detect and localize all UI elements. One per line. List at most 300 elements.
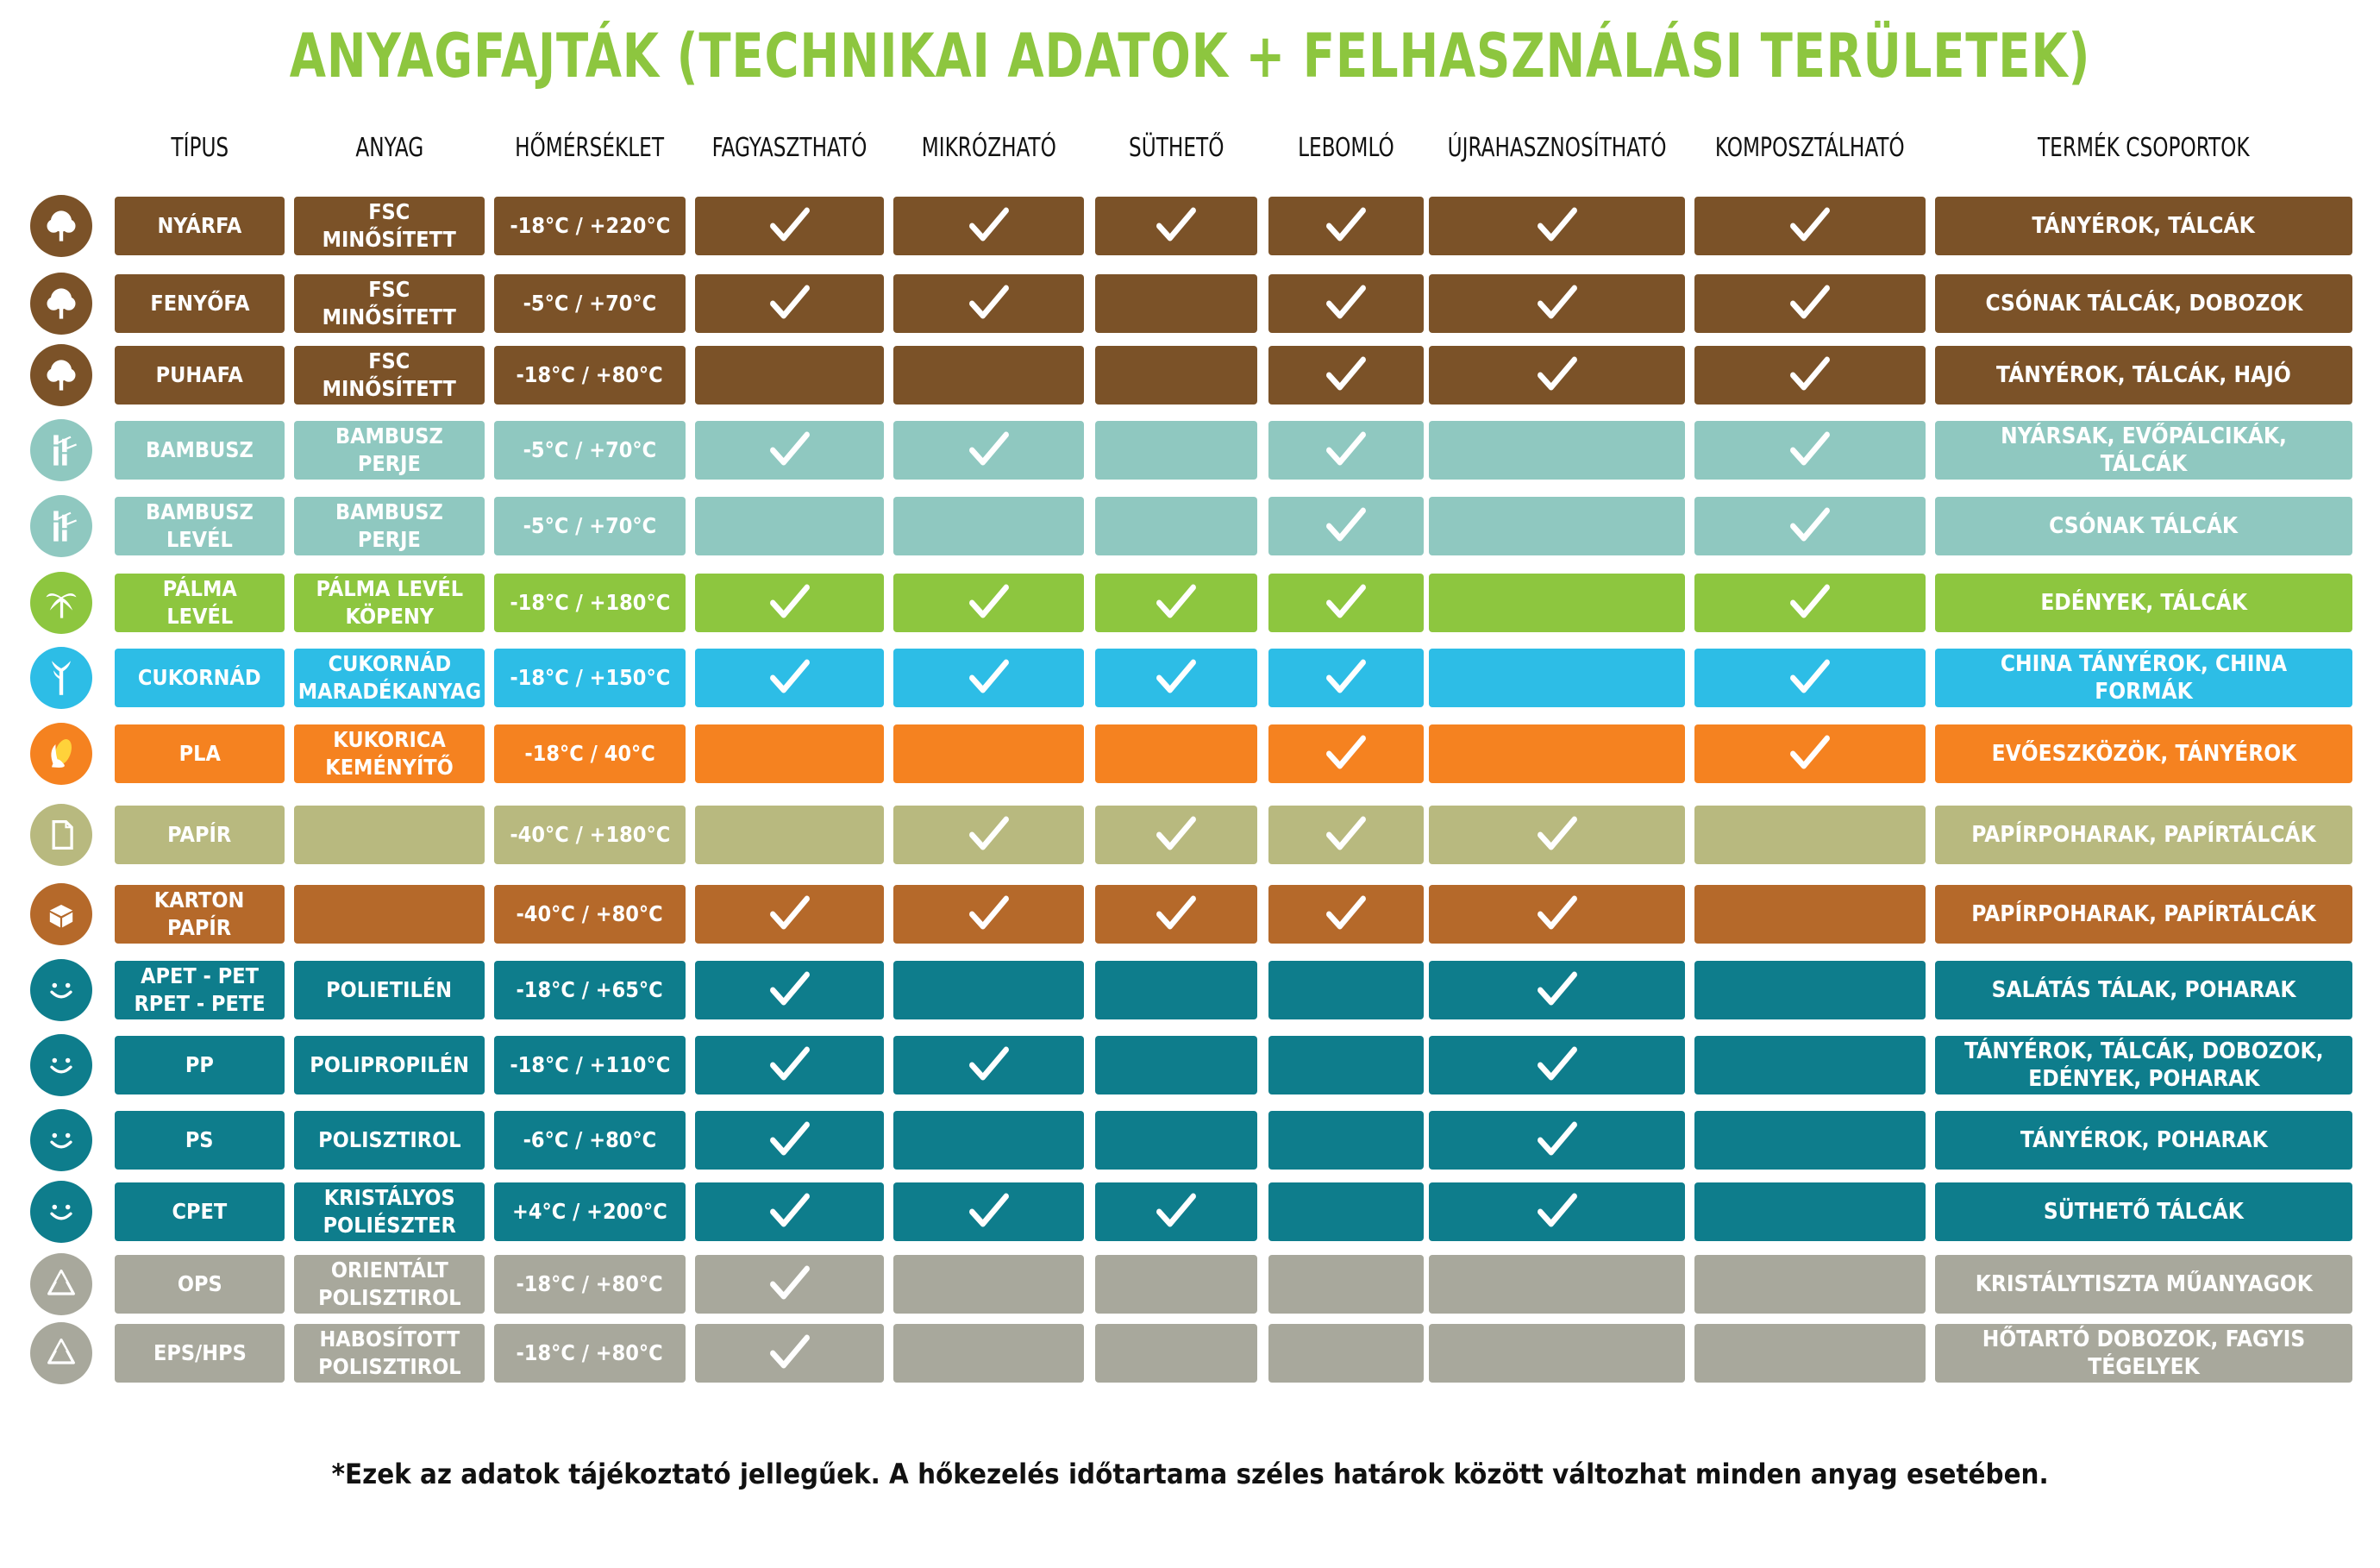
- cell-anyag-text: FSC MINŐSÍTETT: [322, 277, 457, 329]
- cell-homerseklet: [494, 197, 686, 255]
- cell-anyag-text: POLISZTIROL: [317, 1127, 461, 1152]
- cell-termek-csoportok-text: HŐTARTÓ DOBOZOK, FAGYIS TÉGELYEK: [1982, 1327, 2306, 1380]
- cell-termek-csoportok: [1935, 724, 2352, 783]
- cell-mikrozhato: [893, 574, 1084, 632]
- check-icon: [968, 1191, 1009, 1232]
- cell-tipus-text: EPS/HPS: [153, 1340, 247, 1365]
- cell-anyag: [294, 346, 485, 405]
- cell-mikrozhato: [893, 274, 1084, 333]
- cell-lebomlo: [1268, 497, 1424, 555]
- cell-komposztalhato: [1694, 274, 1926, 333]
- check-icon: [1790, 283, 1831, 324]
- table-row: [0, 885, 2380, 944]
- cell-homerseklet-text: -5°C / +70°C: [523, 437, 657, 462]
- cell-termek-csoportok-text: NYÁRSAK, EVŐPÁLCIKÁK, TÁLCÁK: [2001, 423, 2287, 477]
- cell-termek-csoportok-text: CSÓNAK TÁLCÁK, DOBOZOK: [1985, 291, 2302, 317]
- cell-komposztalhato: [1694, 1255, 1926, 1314]
- cell-tipus: [115, 497, 285, 555]
- table-row: [0, 961, 2380, 1019]
- cell-komposztalhato: [1694, 724, 1926, 783]
- cell-tipus: [115, 649, 285, 707]
- cell-lebomlo: [1268, 961, 1424, 1019]
- cell-fagyaszthato: [695, 1255, 884, 1314]
- cell-tipus: [115, 1036, 285, 1094]
- check-icon: [769, 894, 810, 935]
- check-icon: [1326, 814, 1367, 856]
- cell-mikrozhato: [893, 346, 1084, 405]
- cell-anyag: [294, 961, 485, 1019]
- check-icon: [769, 283, 810, 324]
- cell-termek-csoportok: [1935, 574, 2352, 632]
- cell-homerseklet: [494, 574, 686, 632]
- check-icon: [1156, 894, 1197, 935]
- cell-mikrozhato: [893, 1036, 1084, 1094]
- cell-lebomlo: [1268, 574, 1424, 632]
- cell-anyag: [294, 1255, 485, 1314]
- cell-tipus: [115, 574, 285, 632]
- cell-ujrahasznosithato: [1429, 346, 1685, 405]
- cell-komposztalhato: [1694, 497, 1926, 555]
- cell-komposztalhato: [1694, 806, 1926, 864]
- cell-tipus-text: PÁLMA LEVÉL: [162, 576, 237, 629]
- tree-icon: [30, 195, 92, 257]
- check-icon: [1326, 733, 1367, 775]
- cell-ujrahasznosithato: [1429, 649, 1685, 707]
- cell-termek-csoportok: [1935, 1111, 2352, 1170]
- tree-icon: [30, 273, 92, 335]
- cell-ujrahasznosithato: [1429, 1182, 1685, 1241]
- header-fagyaszthato: [695, 128, 884, 167]
- cell-tipus-text: BAMBUSZ: [146, 437, 254, 462]
- check-icon: [1326, 205, 1367, 247]
- cell-mikrozhato: [893, 1255, 1084, 1314]
- header-label: SÜTHETŐ: [1128, 132, 1224, 163]
- check-icon: [1156, 582, 1197, 624]
- cell-anyag-text: ORIENTÁLT POLISZTIROL: [317, 1258, 461, 1310]
- smile-icon: [30, 959, 92, 1021]
- cell-anyag-text: POLIPROPILÉN: [310, 1052, 469, 1077]
- cell-homerseklet: [494, 1324, 686, 1383]
- check-icon: [968, 430, 1009, 471]
- table-row: [0, 806, 2380, 864]
- cell-homerseklet-text: -18°C / +80°C: [516, 1271, 664, 1296]
- cell-komposztalhato: [1694, 649, 1926, 707]
- cell-homerseklet-text: -18°C / +80°C: [516, 362, 664, 387]
- check-icon: [1326, 894, 1367, 935]
- cell-anyag-text: HABOSÍTOTT POLISZTIROL: [317, 1327, 461, 1379]
- cell-homerseklet-text: -40°C / +180°C: [510, 822, 670, 847]
- corn-icon: [30, 723, 92, 785]
- cell-mikrozhato: [893, 1111, 1084, 1170]
- cell-ujrahasznosithato: [1429, 806, 1685, 864]
- cell-fagyaszthato: [695, 197, 884, 255]
- check-icon: [1790, 205, 1831, 247]
- cell-anyag-text: PÁLMA LEVÉL KÖPENY: [316, 576, 463, 629]
- cell-suttheto: [1095, 197, 1257, 255]
- header-label: FAGYASZTHATÓ: [711, 132, 867, 163]
- smile-icon: [30, 1034, 92, 1096]
- cell-termek-csoportok-text: SALÁTÁS TÁLAK, POHARAK: [1991, 977, 2296, 1003]
- check-icon: [769, 1264, 810, 1305]
- cell-termek-csoportok: [1935, 274, 2352, 333]
- cell-anyag: [294, 574, 485, 632]
- header-label: KOMPOSZTÁLHATÓ: [1715, 132, 1905, 163]
- check-icon: [1537, 205, 1577, 247]
- cell-homerseklet-text: -18°C / +65°C: [516, 977, 664, 1002]
- cell-termek-csoportok: [1935, 806, 2352, 864]
- cell-tipus-text: NYÁRFA: [157, 213, 242, 238]
- check-icon: [1326, 505, 1367, 547]
- check-icon: [968, 814, 1009, 856]
- cell-suttheto: [1095, 885, 1257, 944]
- cell-fagyaszthato: [695, 574, 884, 632]
- cell-ujrahasznosithato: [1429, 421, 1685, 480]
- cell-termek-csoportok: [1935, 197, 2352, 255]
- cell-suttheto: [1095, 806, 1257, 864]
- footnote-text: *Ezek az adatok tájékoztató jellegűek. A hőkezelés időtartama széles határok között változhat minden anyag esetében.: [331, 1458, 2049, 1490]
- header-label: TERMÉK CSOPORTOK: [2038, 132, 2250, 163]
- check-icon: [1537, 283, 1577, 324]
- cell-tipus: [115, 885, 285, 944]
- page-title: ANYAGFAJTÁK (TECHNIKAI ADATOK + FELHASZNÁLÁSI TERÜLETEK): [289, 21, 2091, 91]
- table-row: [0, 497, 2380, 555]
- cell-tipus: [115, 1324, 285, 1383]
- check-icon: [1537, 894, 1577, 935]
- cell-fagyaszthato: [695, 806, 884, 864]
- header-label: TÍPUS: [171, 132, 229, 163]
- cell-anyag-text: KUKORICA KEMÉNYÍTŐ: [325, 727, 454, 780]
- check-icon: [1326, 283, 1367, 324]
- check-icon: [1790, 582, 1831, 624]
- check-icon: [1537, 1120, 1577, 1161]
- check-icon: [968, 205, 1009, 247]
- cell-homerseklet: [494, 961, 686, 1019]
- cell-mikrozhato: [893, 724, 1084, 783]
- cell-komposztalhato: [1694, 1036, 1926, 1094]
- cell-homerseklet-text: -5°C / +70°C: [523, 291, 657, 316]
- cell-suttheto: [1095, 1036, 1257, 1094]
- cell-anyag-text: CUKORNÁD MARADÉKANYAG: [298, 651, 481, 704]
- header-suttheto: [1095, 128, 1257, 167]
- cell-mikrozhato: [893, 649, 1084, 707]
- header-termek-csoportok: [1935, 128, 2352, 167]
- cell-termek-csoportok-text: SÜTHETŐ TÁLCÁK: [2044, 1199, 2244, 1225]
- cell-suttheto: [1095, 1255, 1257, 1314]
- cell-ujrahasznosithato: [1429, 1255, 1685, 1314]
- cell-komposztalhato: [1694, 961, 1926, 1019]
- cell-suttheto: [1095, 346, 1257, 405]
- cell-tipus-text: OPS: [177, 1271, 222, 1296]
- check-icon: [1156, 657, 1197, 699]
- cell-anyag-text: POLIETILÉN: [326, 977, 453, 1002]
- cell-anyag: [294, 421, 485, 480]
- cell-tipus-text: PP: [185, 1052, 214, 1077]
- cell-anyag: [294, 1182, 485, 1241]
- cell-tipus: [115, 1111, 285, 1170]
- cell-anyag: [294, 806, 485, 864]
- cell-fagyaszthato: [695, 421, 884, 480]
- cell-tipus-text: BAMBUSZ LEVÉL: [146, 499, 254, 552]
- sugarcane-icon: [30, 647, 92, 709]
- cell-mikrozhato: [893, 1324, 1084, 1383]
- cell-mikrozhato: [893, 961, 1084, 1019]
- cell-termek-csoportok-text: KRISTÁLYTISZTA MŰANYAGOK: [1975, 1271, 2313, 1297]
- cell-termek-csoportok: [1935, 1036, 2352, 1094]
- cell-fagyaszthato: [695, 1111, 884, 1170]
- cell-anyag-text: FSC MINŐSÍTETT: [322, 348, 457, 401]
- cell-tipus: [115, 346, 285, 405]
- cell-tipus: [115, 806, 285, 864]
- header-label: LEBOMLÓ: [1298, 132, 1394, 163]
- cell-anyag: [294, 274, 485, 333]
- table-row: [0, 197, 2380, 255]
- check-icon: [1790, 505, 1831, 547]
- cell-homerseklet-text: -18°C / +80°C: [516, 1340, 664, 1365]
- table-row: [0, 1182, 2380, 1241]
- cell-ujrahasznosithato: [1429, 1036, 1685, 1094]
- check-icon: [769, 1333, 810, 1374]
- cell-fagyaszthato: [695, 497, 884, 555]
- header-tipus: [115, 128, 285, 167]
- table-row: [0, 1324, 2380, 1383]
- cell-homerseklet-text: -18°C / +110°C: [510, 1052, 670, 1077]
- table-row: [0, 1255, 2380, 1314]
- cell-termek-csoportok: [1935, 421, 2352, 480]
- cell-homerseklet: [494, 497, 686, 555]
- cell-homerseklet-text: -40°C / +80°C: [516, 901, 664, 926]
- cell-termek-csoportok-text: EDÉNYEK, TÁLCÁK: [2040, 590, 2247, 616]
- recycle-icon: [30, 1322, 92, 1384]
- cell-ujrahasznosithato: [1429, 197, 1685, 255]
- header-label: ANYAG: [355, 132, 423, 163]
- cell-homerseklet: [494, 421, 686, 480]
- cell-anyag: [294, 649, 485, 707]
- cell-homerseklet-text: -18°C / +220°C: [510, 213, 670, 238]
- table-row: [0, 724, 2380, 783]
- cell-lebomlo: [1268, 649, 1424, 707]
- cell-termek-csoportok-text: PAPÍRPOHARAK, PAPÍRTÁLCÁK: [1971, 822, 2316, 848]
- check-icon: [1326, 354, 1367, 396]
- header-anyag: [294, 128, 485, 167]
- cell-suttheto: [1095, 1111, 1257, 1170]
- table-row: [0, 346, 2380, 405]
- cell-termek-csoportok: [1935, 885, 2352, 944]
- cell-ujrahasznosithato: [1429, 497, 1685, 555]
- cell-suttheto: [1095, 1324, 1257, 1383]
- cell-termek-csoportok-text: EVŐESZKÖZÖK, TÁNYÉROK: [1991, 741, 2296, 767]
- cell-lebomlo: [1268, 885, 1424, 944]
- cell-ujrahasznosithato: [1429, 574, 1685, 632]
- check-icon: [1537, 1044, 1577, 1086]
- cell-tipus: [115, 421, 285, 480]
- cell-homerseklet-text: -18°C / +150°C: [510, 665, 670, 690]
- cell-ujrahasznosithato: [1429, 724, 1685, 783]
- cell-tipus-text: PAPÍR: [167, 822, 232, 847]
- check-icon: [769, 1044, 810, 1086]
- cell-suttheto: [1095, 274, 1257, 333]
- cell-anyag: [294, 1036, 485, 1094]
- cell-homerseklet-text: -6°C / +80°C: [523, 1127, 657, 1152]
- cell-lebomlo: [1268, 724, 1424, 783]
- check-icon: [1790, 733, 1831, 775]
- check-icon: [769, 205, 810, 247]
- cell-homerseklet: [494, 346, 686, 405]
- cell-fagyaszthato: [695, 885, 884, 944]
- cell-lebomlo: [1268, 346, 1424, 405]
- check-icon: [769, 430, 810, 471]
- cell-homerseklet: [494, 1255, 686, 1314]
- cell-lebomlo: [1268, 1036, 1424, 1094]
- bamboo-icon: [30, 495, 92, 557]
- cell-termek-csoportok: [1935, 649, 2352, 707]
- cell-mikrozhato: [893, 197, 1084, 255]
- cell-tipus-text: PLA: [178, 741, 221, 766]
- cell-fagyaszthato: [695, 274, 884, 333]
- cell-ujrahasznosithato: [1429, 885, 1685, 944]
- cell-termek-csoportok: [1935, 1182, 2352, 1241]
- cell-termek-csoportok: [1935, 1255, 2352, 1314]
- cell-lebomlo: [1268, 1111, 1424, 1170]
- cell-komposztalhato: [1694, 421, 1926, 480]
- cell-fagyaszthato: [695, 1036, 884, 1094]
- cell-termek-csoportok-text: TÁNYÉROK, TÁLCÁK, HAJÓ: [1996, 362, 2291, 388]
- smile-icon: [30, 1109, 92, 1171]
- cell-homerseklet: [494, 885, 686, 944]
- cell-homerseklet: [494, 806, 686, 864]
- cell-homerseklet-text: -18°C / 40°C: [524, 741, 655, 766]
- cell-mikrozhato: [893, 885, 1084, 944]
- cell-suttheto: [1095, 497, 1257, 555]
- check-icon: [769, 657, 810, 699]
- cell-mikrozhato: [893, 1182, 1084, 1241]
- cell-komposztalhato: [1694, 346, 1926, 405]
- cell-suttheto: [1095, 961, 1257, 1019]
- cell-fagyaszthato: [695, 649, 884, 707]
- header-label: MIKRÓZHATÓ: [921, 132, 1056, 163]
- cell-homerseklet: [494, 274, 686, 333]
- check-icon: [1156, 1191, 1197, 1232]
- cell-fagyaszthato: [695, 346, 884, 405]
- check-icon: [968, 582, 1009, 624]
- table-row: [0, 574, 2380, 632]
- cell-fagyaszthato: [695, 1324, 884, 1383]
- cell-anyag-text: BAMBUSZ PERJE: [335, 423, 443, 476]
- cell-tipus-text: APET - PET RPET - PETE: [134, 963, 266, 1016]
- cell-lebomlo: [1268, 421, 1424, 480]
- check-icon: [968, 283, 1009, 324]
- cell-anyag: [294, 497, 485, 555]
- cell-lebomlo: [1268, 274, 1424, 333]
- check-icon: [1156, 205, 1197, 247]
- footnote: [0, 1458, 2380, 1490]
- cell-termek-csoportok-text: CHINA TÁNYÉROK, CHINA FORMÁK: [2000, 651, 2288, 705]
- palm-icon: [30, 572, 92, 634]
- header-mikrozhato: [893, 128, 1084, 167]
- check-icon: [968, 657, 1009, 699]
- cell-tipus: [115, 1255, 285, 1314]
- header-label: HŐMÉRSÉKLET: [515, 132, 665, 163]
- cell-mikrozhato: [893, 421, 1084, 480]
- cell-ujrahasznosithato: [1429, 961, 1685, 1019]
- cell-anyag: [294, 197, 485, 255]
- cell-homerseklet: [494, 1111, 686, 1170]
- cell-komposztalhato: [1694, 1182, 1926, 1241]
- header-lebomlo: [1268, 128, 1424, 167]
- cell-ujrahasznosithato: [1429, 1324, 1685, 1383]
- cell-termek-csoportok: [1935, 497, 2352, 555]
- cell-anyag-text: BAMBUSZ PERJE: [335, 499, 443, 552]
- tree-icon: [30, 344, 92, 406]
- cell-tipus: [115, 197, 285, 255]
- cell-termek-csoportok-text: TÁNYÉROK, TÁLCÁK: [2032, 213, 2256, 239]
- cell-suttheto: [1095, 649, 1257, 707]
- check-icon: [1537, 1191, 1577, 1232]
- cell-suttheto: [1095, 724, 1257, 783]
- cell-komposztalhato: [1694, 574, 1926, 632]
- table-row: [0, 421, 2380, 480]
- table-row: [0, 649, 2380, 707]
- cell-termek-csoportok: [1935, 346, 2352, 405]
- header-komposztalhato: [1694, 128, 1926, 167]
- check-icon: [769, 969, 810, 1011]
- cell-tipus-text: FENYŐFA: [149, 291, 250, 316]
- cell-ujrahasznosithato: [1429, 274, 1685, 333]
- check-icon: [769, 1191, 810, 1232]
- check-icon: [1537, 814, 1577, 856]
- cell-anyag-text: FSC MINŐSÍTETT: [322, 199, 457, 252]
- cell-tipus: [115, 961, 285, 1019]
- cell-komposztalhato: [1694, 885, 1926, 944]
- cell-suttheto: [1095, 574, 1257, 632]
- cell-suttheto: [1095, 421, 1257, 480]
- cell-komposztalhato: [1694, 197, 1926, 255]
- cell-tipus-text: PS: [185, 1127, 214, 1152]
- cell-homerseklet-text: +4°C / +200°C: [512, 1199, 667, 1224]
- cell-anyag: [294, 1324, 485, 1383]
- check-icon: [1326, 430, 1367, 471]
- check-icon: [1326, 582, 1367, 624]
- check-icon: [1790, 657, 1831, 699]
- cell-komposztalhato: [1694, 1324, 1926, 1383]
- cell-lebomlo: [1268, 1182, 1424, 1241]
- cell-fagyaszthato: [695, 961, 884, 1019]
- cell-homerseklet: [494, 649, 686, 707]
- cell-lebomlo: [1268, 1255, 1424, 1314]
- cell-anyag: [294, 885, 485, 944]
- check-icon: [1156, 814, 1197, 856]
- cell-tipus-text: CUKORNÁD: [138, 665, 261, 690]
- cell-tipus-text: CPET: [172, 1199, 228, 1224]
- cell-termek-csoportok-text: TÁNYÉROK, POHARAK: [2020, 1127, 2268, 1153]
- table-row: [0, 1111, 2380, 1170]
- table-row: [0, 274, 2380, 333]
- cell-termek-csoportok-text: CSÓNAK TÁLCÁK: [2049, 513, 2239, 539]
- check-icon: [1790, 430, 1831, 471]
- check-icon: [1537, 969, 1577, 1011]
- box-icon: [30, 883, 92, 945]
- cell-anyag: [294, 1111, 485, 1170]
- cell-suttheto: [1095, 1182, 1257, 1241]
- cell-termek-csoportok-text: PAPÍRPOHARAK, PAPÍRTÁLCÁK: [1971, 901, 2316, 927]
- recycle-icon: [30, 1253, 92, 1315]
- cell-homerseklet: [494, 1182, 686, 1241]
- smile-icon: [30, 1181, 92, 1243]
- cell-homerseklet: [494, 1036, 686, 1094]
- cell-tipus-text: PUHAFA: [155, 362, 244, 387]
- cell-homerseklet-text: -18°C / +180°C: [510, 590, 670, 615]
- cell-homerseklet: [494, 724, 686, 783]
- cell-homerseklet-text: -5°C / +70°C: [523, 513, 657, 538]
